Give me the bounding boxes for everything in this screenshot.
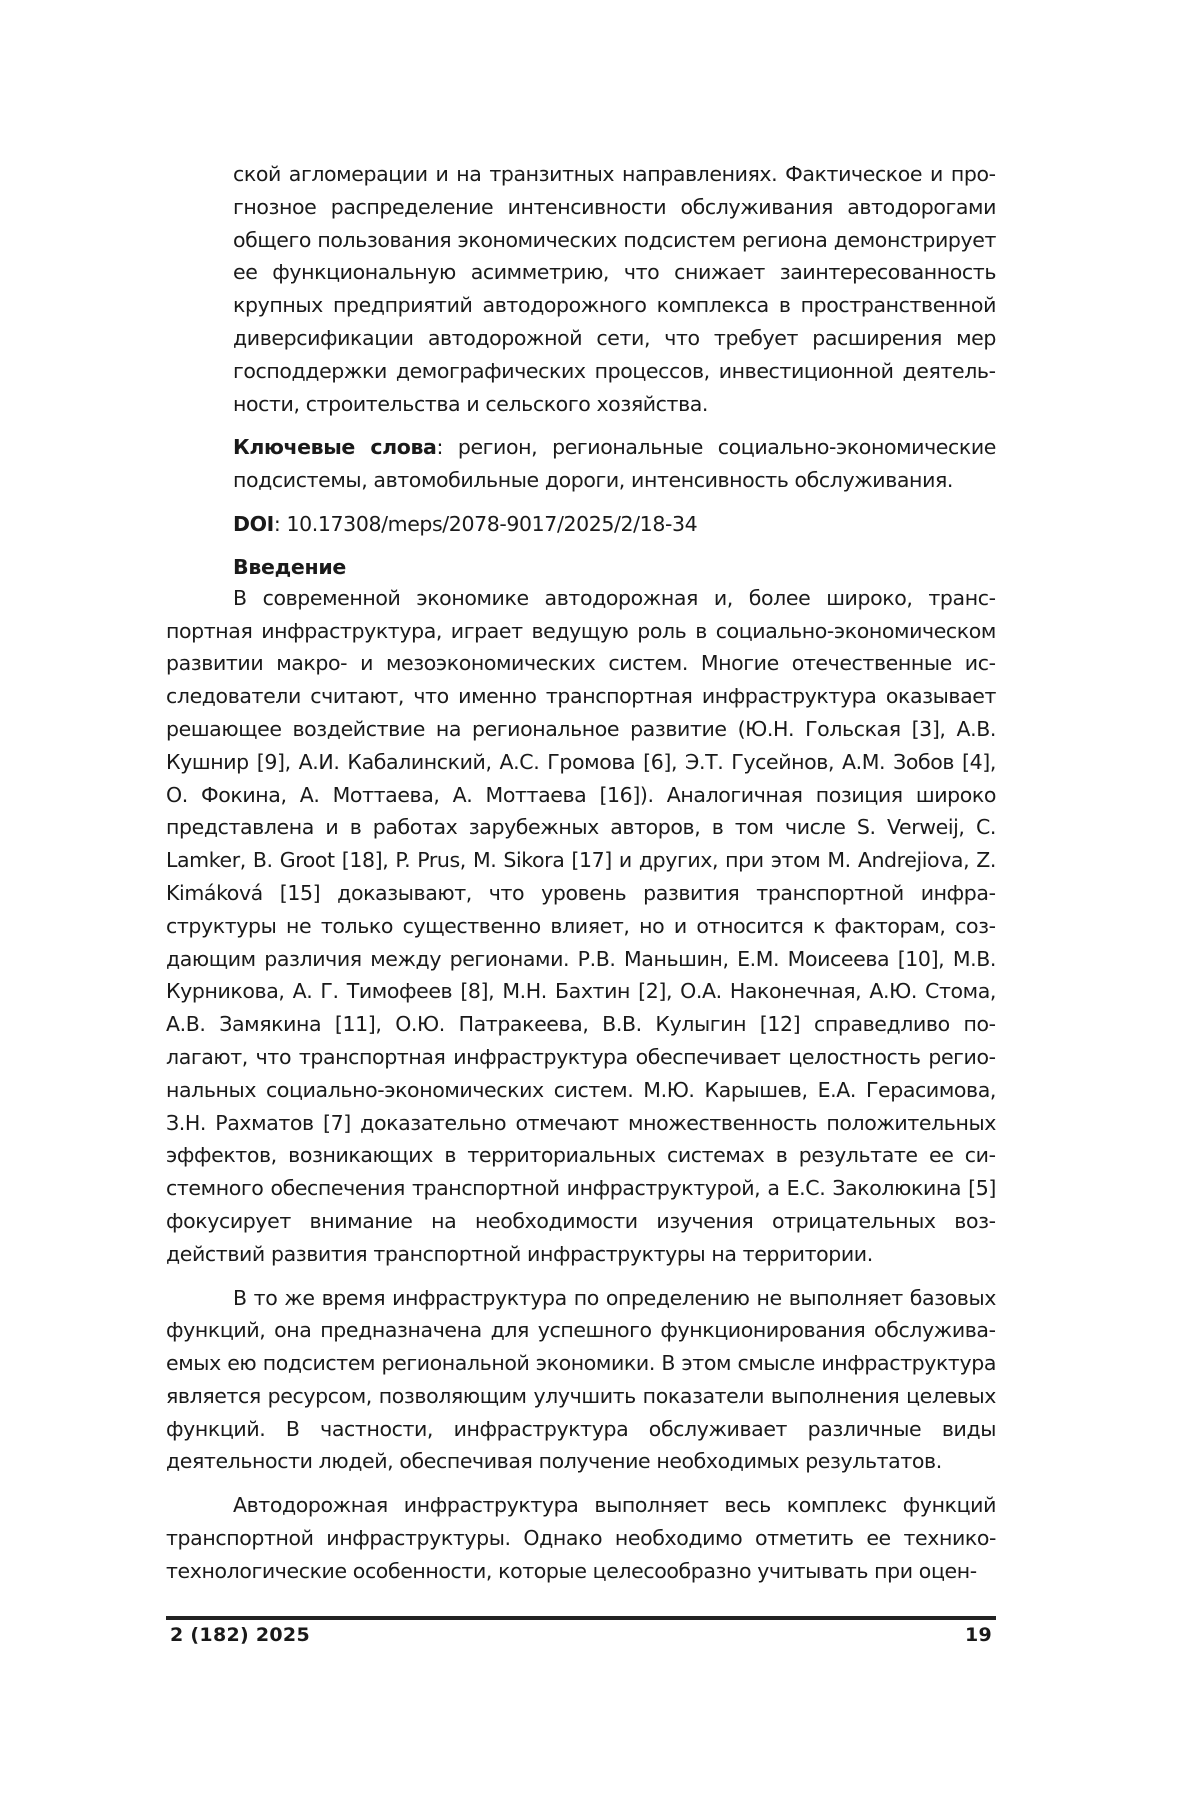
keywords-text: : регион, региональные социально-экономические подсистемы, автомобильные дороги, интенсивность обслуживания. (233, 435, 996, 492)
page-content (166, 158, 996, 1588)
keywords-label: Ключевые слова (233, 435, 436, 459)
page-footer (166, 1616, 996, 1646)
section-body (166, 582, 996, 1588)
paragraph: Автодорожная инфраструктура выполняет весь комплекс функций транспортной инфраструктуры. Однако необходимо отметить ее технико-технологические особенности, которые целесообразно учитывать при оцен- (166, 1489, 996, 1587)
issue-number: 2 (182) 2025 (166, 1624, 314, 1646)
paragraph: В то же время инфраструктура по определению не выполняет базовых функций, она предназначена для успешного функционирования обслужива­емых ею подсистем региональной экономики. В этом смысле инфраструктура является ресурсом, позволяющим улучшить показатели выполнения целе­вых функций. В частности, инфраструктура обслуживает различные виды деятельности людей, обеспечивая получение необходимых результатов. (166, 1282, 996, 1479)
page-number: 19 (961, 1624, 996, 1646)
section-heading: Введение (233, 552, 996, 582)
paragraph: В современной экономике автодорожная и, более широко, транс­портная инфраструктура, играет ведущую роль в социально-экономическом развитии макро- и мезоэкономических систем. Многие отечественные ис­следователи считают, что именно транспортная инфраструктура оказывает решающее воздействие на региональное развитие (Ю.Н. Гольская [3], А.В. Кушнир [9], А.И. Кабалинский, А.С. Громова [6], Э.Т. Гусейнов, А.М. Зобов [4], О. Фокина, А. Моттаева, А. Моттаева [16]). Аналогичная позиция широко представлена и в работах зарубежных авторов, в том числе S. Verweij, C. Lamker, B. Groot [18], P. Prus, M. Sikora [17] и других, при этом M. Andrejiova, Z. Kimáková [15] доказывают, что уровень развития транспортной инфра­структуры не только существенно влияет, но и относится к факторам, соз­дающим различия между регионами. Р.В. Маньшин, Е.М. Моисеева [10], М.В. Курникова, А. Г. Тимофеев [8], М.Н. Бахтин [2], О.А. Наконечная, А.Ю. Сто­ма, А.В. Замякина [11], О.Ю. Патракеева, В.В. Кулыгин [12] справедливо по­лагают, что транспортная инфраструктура обеспечивает целостность регио­нальных социально-экономических систем. М.Ю. Карышев, Е.А. Герасимова, З.Н. Рахматов [7] доказательно отмечают множественность положительных эффектов, возникающих в территориальных системах в результате ее си­стемного обеспечения транспортной инфраструктурой, а Е.С. Заколюкина [5] фокусирует внимание на необходимости изучения отрицательных воз­действий развития транспортной инфраструктуры на территории. (166, 582, 996, 1271)
doi-text: : 10.17308/meps/2078-9017/2025/2/18-34 (274, 512, 697, 536)
keywords (233, 431, 996, 497)
doi-label: DOI (233, 512, 274, 536)
abstract-continuation: ской агломерации и на транзитных направлениях. Фактическое и про­гнозное распределение интенсивности обслуживания автодорогами общего пользования экономических подсистем региона демонстриру­ет ее функциональную асимметрию, что снижает заинтересованность крупных предприятий автодорожного комплекса в пространственной диверсификации автодорожной сети, что требует расширения мер господдержки демографических процессов, инвестиционной деятель­ности, строительства и сельского хозяйства. (233, 158, 996, 420)
abstract (233, 158, 996, 541)
doi (233, 508, 996, 541)
